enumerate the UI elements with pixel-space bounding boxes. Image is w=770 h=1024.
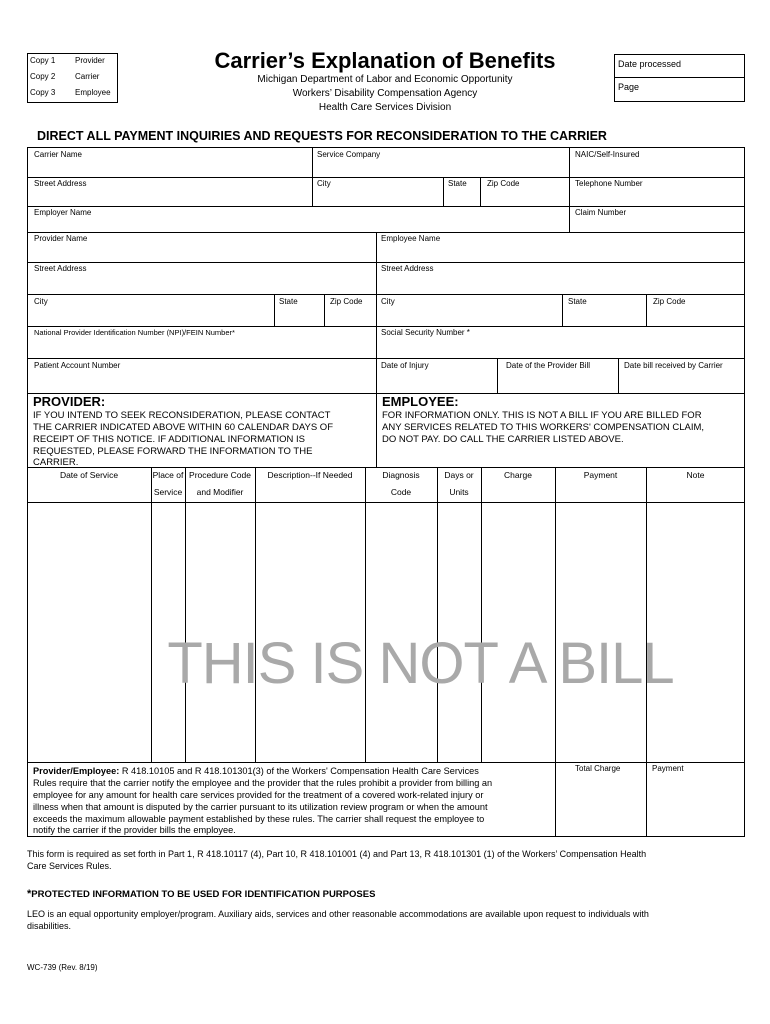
carrier-name-label: Carrier Name	[34, 150, 83, 159]
date-of-injury-label: Date of Injury	[381, 361, 429, 370]
required-line-1: This form is required as set forth in Part 1, R 418.10117 (4), Part 10, R 418.101001 (4) and Part 13, R 418.101301 (1) of the Workers’ Compensation Health	[27, 849, 647, 859]
provider-zip-label: Zip Code	[330, 297, 363, 306]
leo-line-2: disabilities.	[27, 921, 72, 931]
page-title: Carrier’s Explanation of Benefits	[214, 48, 556, 73]
carrier-street-label: Street Address	[34, 179, 87, 188]
employee-heading: EMPLOYEE:	[382, 394, 459, 409]
carrier-state-label: State	[448, 179, 467, 188]
col-days-units-l2: Units	[449, 487, 469, 497]
col-charge: Charge	[504, 470, 532, 480]
protected-asterisk: *	[27, 888, 32, 900]
npi-label: National Provider Identification Number (NPI)/FEIN Number*	[34, 328, 235, 337]
employee-name-label: Employee Name	[381, 234, 441, 243]
employee-notice-line-3: DO NOT PAY. DO CALL THE CARRIER LISTED ABOVE.	[382, 434, 624, 445]
col-payment: Payment	[583, 470, 618, 480]
col-note: Note	[686, 470, 705, 480]
provider-state-label: State	[279, 297, 298, 306]
col-procedure-l1: Procedure Code	[189, 470, 251, 480]
carrier-city-label: City	[317, 179, 331, 188]
employer-name-label: Employer Name	[34, 208, 92, 217]
protected-info-notice	[27, 888, 375, 900]
copy-3-recipient: Employee	[75, 88, 111, 97]
employee-street-label: Street Address	[381, 264, 434, 273]
date-provider-bill-label: Date of the Provider Bill	[506, 361, 591, 370]
employee-state-label: State	[568, 297, 587, 306]
payment-inquiries-banner: DIRECT ALL PAYMENT INQUIRIES AND REQUESTS FOR RECONSIDERATION TO THE CARRIER	[37, 129, 607, 143]
protected-text: PROTECTED INFORMATION TO BE USED FOR IDENTIFICATION PURPOSES	[31, 889, 376, 900]
employee-notice-line-2: ANY SERVICES RELATED TO THIS WORKERS' COMPENSATION CLAIM,	[382, 422, 705, 433]
date-processed-label: Date processed	[618, 59, 682, 69]
col-place-of-service-l2: Service	[153, 487, 183, 497]
total-payment-label: Payment	[652, 764, 684, 773]
provider-notice-line-3: RECEIPT OF THIS NOTICE. IF ADDITIONAL INFORMATION IS	[33, 434, 306, 445]
rules-lead: Provider/Employee:	[33, 766, 120, 776]
total-charge-label: Total Charge	[575, 764, 621, 773]
patient-account-label: Patient Account Number	[34, 361, 121, 370]
copy-1-recipient: Provider	[75, 56, 105, 65]
rules-line-2: Rules require that the carrier notify the employee and the provider that the rules prohibit a provider from billing an	[33, 778, 493, 788]
provider-street-label: Street Address	[34, 264, 87, 273]
carrier-zip-label: Zip Code	[487, 179, 520, 188]
provider-city-label: City	[34, 297, 48, 306]
employee-city-label: City	[381, 297, 395, 306]
rules-line-5: exceeds the maximum allowable payment established by these rules. The carrier shall request the employee to	[33, 814, 485, 824]
required-line-2: Care Services Rules.	[27, 861, 112, 871]
provider-notice-line-4: REQUESTED, PLEASE FORWARD THE INFORMATION TO THE	[33, 446, 313, 457]
claim-number-label: Claim Number	[575, 208, 627, 217]
ssn-label: Social Security Number *	[381, 328, 470, 337]
col-diagnosis-l1: Diagnosis	[382, 470, 420, 480]
telephone-label: Telephone Number	[575, 179, 643, 188]
col-description: Description--If Needed	[267, 470, 353, 480]
col-procedure-l2: and Modifier	[196, 487, 244, 497]
agency-line-3: Health Care Services Division	[318, 102, 452, 113]
page-label: Page	[618, 82, 640, 92]
service-company-label: Service Company	[317, 150, 381, 159]
provider-heading: PROVIDER:	[33, 394, 106, 409]
rules-line-6: notify the carrier if the provider bills the employee.	[33, 825, 236, 835]
employee-notice-line-1: FOR INFORMATION ONLY. THIS IS NOT A BILL IF YOU ARE BILLED FOR	[382, 410, 702, 421]
form-number: WC-739 (Rev. 8/19)	[27, 963, 98, 972]
agency-line-2: Workers’ Disability Compensation Agency	[292, 88, 478, 99]
copy-3-label: Copy 3	[30, 88, 56, 97]
rules-line-1	[33, 765, 479, 777]
not-a-bill-watermark: THIS IS NOT A BILL	[167, 631, 674, 696]
rules-line-4: illness when that amount is disputed by the carrier pursuant to its utilization review program or when the amount	[33, 802, 488, 812]
leo-line-1: LEO is an equal opportunity employer/program. Auxiliary aids, services and other reasonable accommodations are available upon request to individuals with	[27, 909, 649, 919]
rules-line-3: employee for any amount for health care services provided for the treatment of a covered work-related injury or	[33, 790, 484, 800]
provider-name-label: Provider Name	[34, 234, 88, 243]
copy-1-label: Copy 1	[30, 56, 56, 65]
copy-2-recipient: Carrier	[75, 72, 100, 81]
agency-line-1: Michigan Department of Labor and Economic Opportunity	[257, 74, 513, 85]
copy-2-label: Copy 2	[30, 72, 56, 81]
provider-notice-line-5: CARRIER.	[33, 457, 79, 468]
date-bill-received-label: Date bill received by Carrier	[624, 361, 723, 370]
col-days-units-l1: Days or	[444, 470, 474, 480]
rules-line-1-text: R 418.10105 and R 418.101301(3) of the Workers' Compensation Health Care Services	[119, 766, 479, 776]
col-place-of-service-l1: Place of	[152, 470, 184, 480]
provider-notice-line-2: THE CARRIER INDICATED ABOVE WITHIN 60 CALENDAR DAYS OF	[33, 422, 334, 433]
employee-zip-label: Zip Code	[653, 297, 686, 306]
col-diagnosis-l2: Code	[390, 487, 412, 497]
col-date-of-service: Date of Service	[59, 470, 119, 480]
naic-label: NAIC/Self-Insured	[575, 150, 640, 159]
provider-notice-line-1: IF YOU INTEND TO SEEK RECONSIDERATION, PLEASE CONTACT	[33, 410, 331, 421]
